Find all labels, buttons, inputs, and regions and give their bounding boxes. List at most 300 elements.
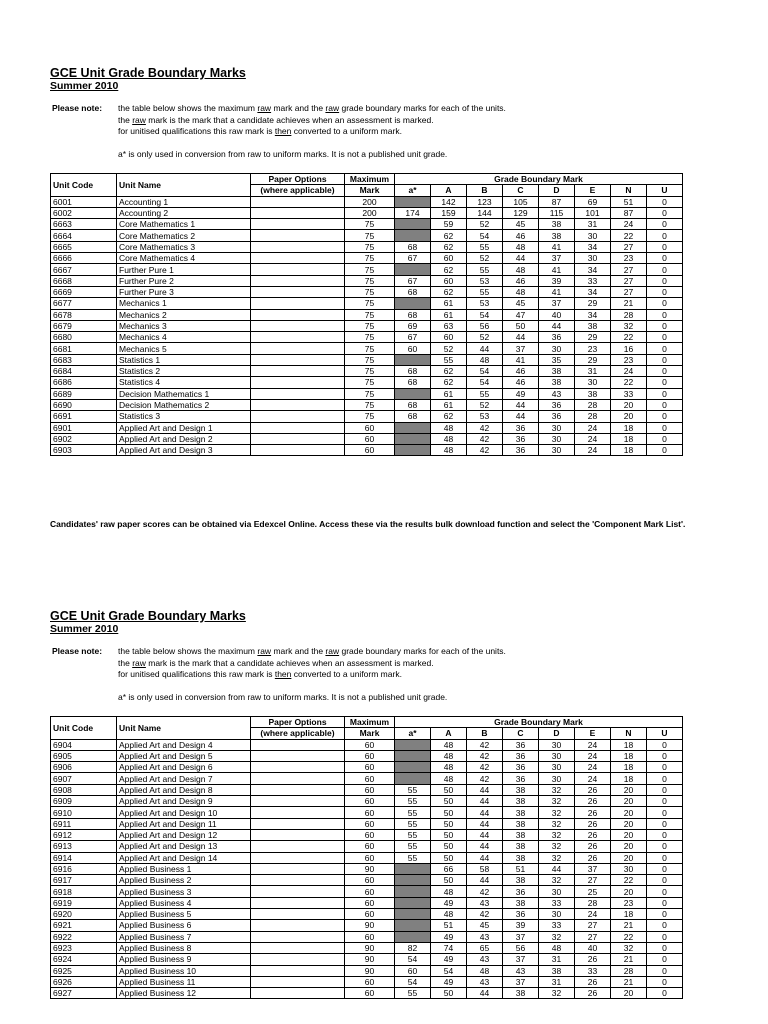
cell-paper-options: [251, 863, 345, 874]
cell-paper-options: [251, 207, 345, 218]
col-unit-name: Unit Name: [117, 174, 251, 197]
cell-grade: 54: [431, 965, 467, 976]
cell-grade: 30: [539, 762, 575, 773]
cell-unit-name: Applied Art and Design 11: [117, 818, 251, 829]
col-grade-a: A: [431, 185, 467, 196]
cell-grade: 44: [503, 332, 539, 343]
cell-unit-code: 6667: [51, 264, 117, 275]
cell-grade-astar: [395, 388, 431, 399]
cell-grade: 24: [575, 433, 611, 444]
cell-grade: 52: [467, 332, 503, 343]
cell-grade: 24: [575, 750, 611, 761]
notes-block-2: [50, 646, 700, 716]
cell-grade: 0: [647, 841, 683, 852]
cell-grade-astar: [395, 875, 431, 886]
cell-grade: 32: [611, 320, 647, 331]
table-row: [51, 230, 683, 241]
cell-max-mark: 60: [345, 976, 395, 987]
cell-grade: 0: [647, 976, 683, 987]
note-astar: a* is only used in conversion from raw to uniform marks. It is not a published unit grade.: [118, 148, 448, 159]
cell-max-mark: 75: [345, 264, 395, 275]
cell-grade: 62: [431, 230, 467, 241]
cell-grade: 28: [611, 965, 647, 976]
cell-unit-name: Core Mathematics 4: [117, 253, 251, 264]
cell-grade: 20: [611, 399, 647, 410]
cell-grade: 59: [431, 219, 467, 230]
cell-paper-options: [251, 253, 345, 264]
page-title: GCE Unit Grade Boundary Marks: [50, 66, 246, 80]
cell-grade: 142: [431, 196, 467, 207]
cell-grade: 22: [611, 377, 647, 388]
cell-grade-astar: [395, 920, 431, 931]
cell-paper-options: [251, 286, 345, 297]
table-row: [51, 309, 683, 320]
table-row: [51, 897, 683, 908]
cell-grade: 30: [539, 445, 575, 456]
table-row: [51, 219, 683, 230]
cell-max-mark: 90: [345, 920, 395, 931]
cell-unit-name: Further Pure 2: [117, 275, 251, 286]
table-row: [51, 196, 683, 207]
cell-grade: 37: [503, 954, 539, 965]
cell-unit-name: Applied Art and Design 13: [117, 841, 251, 852]
cell-grade: 34: [575, 309, 611, 320]
table-row: [51, 909, 683, 920]
cell-paper-options: [251, 988, 345, 999]
cell-paper-options: [251, 976, 345, 987]
cell-grade: 37: [503, 343, 539, 354]
cell-grade: 43: [467, 976, 503, 987]
cell-grade: 36: [503, 422, 539, 433]
cell-paper-options: [251, 196, 345, 207]
cell-grade: 44: [503, 399, 539, 410]
col-grade-c: C: [503, 185, 539, 196]
cell-grade: 62: [431, 377, 467, 388]
cell-unit-code: 6001: [51, 196, 117, 207]
cell-grade: 37: [539, 253, 575, 264]
note-line-2b: the raw mark is the mark that a candidate achieves when an assessment is marked.: [118, 657, 434, 668]
cell-grade: 33: [575, 275, 611, 286]
cell-unit-name: Statistics 2: [117, 366, 251, 377]
cell-paper-options: [251, 343, 345, 354]
cell-unit-code: 6677: [51, 298, 117, 309]
cell-unit-name: Core Mathematics 3: [117, 241, 251, 252]
cell-grade: 32: [611, 942, 647, 953]
cell-grade: 0: [647, 343, 683, 354]
cell-grade: 60: [431, 275, 467, 286]
cell-grade: 44: [467, 807, 503, 818]
cell-grade: 27: [611, 264, 647, 275]
cell-grade: 20: [611, 988, 647, 999]
cell-grade: 20: [611, 818, 647, 829]
cell-grade: 53: [467, 298, 503, 309]
note-astar-2: a* is only used in conversion from raw to uniform marks. It is not a published unit grade.: [118, 691, 448, 702]
cell-grade: 37: [503, 931, 539, 942]
cell-unit-name: Applied Business 2: [117, 875, 251, 886]
cell-unit-code: 6910: [51, 807, 117, 818]
cell-grade: 33: [611, 388, 647, 399]
cell-grade: 42: [467, 750, 503, 761]
cell-grade-astar: 68: [395, 377, 431, 388]
cell-grade: 74: [431, 942, 467, 953]
cell-grade: 22: [611, 931, 647, 942]
cell-grade: 28: [611, 309, 647, 320]
cell-max-mark: 60: [345, 988, 395, 999]
cell-grade: 36: [503, 445, 539, 456]
cell-grade: 22: [611, 875, 647, 886]
candidates-note: Candidates' raw paper scores can be obtained via Edexcel Online. Access these via the results bulk download function and select the 'Component Mark List'.: [50, 519, 686, 529]
cell-grade: 115: [539, 207, 575, 218]
cell-grade: 20: [611, 807, 647, 818]
cell-unit-name: Core Mathematics 1: [117, 219, 251, 230]
cell-grade: 52: [467, 253, 503, 264]
cell-grade: 29: [575, 332, 611, 343]
cell-grade: 48: [431, 773, 467, 784]
cell-grade: 18: [611, 433, 647, 444]
cell-unit-name: Mechanics 5: [117, 343, 251, 354]
cell-unit-name: Applied Art and Design 1: [117, 422, 251, 433]
cell-unit-name: Mechanics 2: [117, 309, 251, 320]
cell-unit-name: Decision Mathematics 1: [117, 388, 251, 399]
cell-grade: 49: [431, 954, 467, 965]
col-grade-e-2: E: [575, 728, 611, 739]
cell-grade: 61: [431, 399, 467, 410]
table-row: [51, 954, 683, 965]
cell-grade: 0: [647, 286, 683, 297]
table-row: [51, 320, 683, 331]
cell-paper-options: [251, 886, 345, 897]
cell-max-mark: 60: [345, 773, 395, 784]
cell-unit-code: 6678: [51, 309, 117, 320]
cell-grade: 30: [539, 422, 575, 433]
cell-max-mark: 60: [345, 818, 395, 829]
cell-grade-astar: 55: [395, 796, 431, 807]
cell-unit-code: 6914: [51, 852, 117, 863]
cell-grade: 46: [503, 230, 539, 241]
cell-grade: 0: [647, 931, 683, 942]
cell-grade: 43: [467, 931, 503, 942]
cell-grade: 38: [503, 875, 539, 886]
cell-unit-name: Applied Business 1: [117, 863, 251, 874]
cell-grade: 0: [647, 275, 683, 286]
table-row: [51, 366, 683, 377]
cell-max-mark: 60: [345, 897, 395, 908]
cell-grade: 43: [467, 954, 503, 965]
table-row: [51, 829, 683, 840]
cell-max-mark: 60: [345, 762, 395, 773]
cell-grade: 20: [611, 411, 647, 422]
table-row: [51, 275, 683, 286]
cell-grade: 30: [575, 377, 611, 388]
cell-unit-name: Decision Mathematics 2: [117, 399, 251, 410]
cell-grade: 27: [611, 286, 647, 297]
table-row: [51, 332, 683, 343]
cell-grade: 32: [539, 796, 575, 807]
table-row: [51, 988, 683, 999]
cell-grade: 0: [647, 241, 683, 252]
page-title-2: GCE Unit Grade Boundary Marks: [50, 609, 246, 623]
cell-grade: 0: [647, 852, 683, 863]
cell-max-mark: 75: [345, 366, 395, 377]
cell-grade: 38: [539, 377, 575, 388]
cell-grade: 58: [467, 863, 503, 874]
cell-grade: 0: [647, 196, 683, 207]
cell-max-mark: 60: [345, 852, 395, 863]
cell-unit-code: 6921: [51, 920, 117, 931]
cell-paper-options: [251, 354, 345, 365]
cell-unit-name: Applied Art and Design 12: [117, 829, 251, 840]
cell-grade: 44: [467, 829, 503, 840]
cell-grade-astar: [395, 863, 431, 874]
table-row: [51, 399, 683, 410]
cell-grade: 38: [575, 320, 611, 331]
cell-grade: 52: [431, 343, 467, 354]
cell-unit-code: 6680: [51, 332, 117, 343]
table-row: [51, 207, 683, 218]
cell-max-mark: 200: [345, 207, 395, 218]
cell-grade: 55: [467, 264, 503, 275]
cell-grade: 24: [575, 739, 611, 750]
cell-grade: 33: [575, 965, 611, 976]
table-row: [51, 264, 683, 275]
cell-paper-options: [251, 931, 345, 942]
cell-grade: 23: [611, 354, 647, 365]
cell-grade: 62: [431, 241, 467, 252]
note-line-2: the raw mark is the mark that a candidate achieves when an assessment is marked.: [118, 114, 434, 125]
col-unit-name-2: Unit Name: [117, 717, 251, 740]
cell-grade: 44: [539, 863, 575, 874]
cell-grade: 32: [539, 784, 575, 795]
cell-grade: 46: [503, 377, 539, 388]
table-row: [51, 784, 683, 795]
cell-unit-code: 6690: [51, 399, 117, 410]
cell-grade: 20: [611, 796, 647, 807]
cell-grade-astar: [395, 909, 431, 920]
cell-grade: 24: [575, 422, 611, 433]
cell-grade: 0: [647, 818, 683, 829]
cell-unit-name: Applied Business 3: [117, 886, 251, 897]
col-grade-b: B: [467, 185, 503, 196]
note-line-3b: for unitised qualifications this raw mark is then converted to a uniform mark.: [118, 669, 402, 679]
cell-grade-astar: 60: [395, 343, 431, 354]
cell-grade: 48: [431, 433, 467, 444]
cell-grade: 55: [467, 388, 503, 399]
cell-grade: 0: [647, 954, 683, 965]
cell-unit-name: Applied Art and Design 8: [117, 784, 251, 795]
cell-grade: 27: [611, 275, 647, 286]
cell-grade: 50: [431, 829, 467, 840]
cell-grade: 0: [647, 253, 683, 264]
cell-max-mark: 75: [345, 320, 395, 331]
cell-unit-name: Applied Art and Design 6: [117, 762, 251, 773]
cell-max-mark: 75: [345, 332, 395, 343]
cell-grade: 48: [431, 750, 467, 761]
cell-grade: 26: [575, 784, 611, 795]
cell-grade-astar: 68: [395, 286, 431, 297]
cell-grade: 18: [611, 762, 647, 773]
cell-unit-code: 6907: [51, 773, 117, 784]
cell-paper-options: [251, 377, 345, 388]
cell-grade: 48: [431, 422, 467, 433]
cell-grade: 22: [611, 230, 647, 241]
cell-grade: 41: [539, 241, 575, 252]
cell-grade: 55: [431, 354, 467, 365]
cell-unit-code: 6926: [51, 976, 117, 987]
cell-grade: 34: [575, 264, 611, 275]
cell-grade: 0: [647, 863, 683, 874]
cell-paper-options: [251, 411, 345, 422]
col-grade-e: E: [575, 185, 611, 196]
cell-paper-options: [251, 230, 345, 241]
cell-max-mark: 75: [345, 343, 395, 354]
cell-grade: 48: [467, 965, 503, 976]
cell-unit-code: 6911: [51, 818, 117, 829]
cell-grade: 0: [647, 298, 683, 309]
cell-grade: 26: [575, 988, 611, 999]
cell-grade: 61: [431, 388, 467, 399]
cell-grade-astar: 68: [395, 399, 431, 410]
cell-unit-name: Applied Art and Design 2: [117, 433, 251, 444]
cell-grade: 50: [431, 807, 467, 818]
cell-grade: 42: [467, 773, 503, 784]
cell-grade: 24: [611, 219, 647, 230]
cell-grade: 54: [467, 366, 503, 377]
cell-grade-astar: [395, 897, 431, 908]
cell-grade: 26: [575, 841, 611, 852]
cell-grade: 0: [647, 445, 683, 456]
cell-paper-options: [251, 320, 345, 331]
cell-unit-code: 6923: [51, 942, 117, 953]
cell-grade: 50: [431, 988, 467, 999]
notes-block: [50, 103, 700, 173]
cell-unit-code: 6901: [51, 422, 117, 433]
col-mark-2: Mark: [345, 728, 395, 739]
cell-grade: 24: [611, 366, 647, 377]
table-row: [51, 852, 683, 863]
cell-max-mark: 60: [345, 909, 395, 920]
notes-label-2: Please note:: [52, 646, 103, 656]
cell-grade: 29: [575, 354, 611, 365]
cell-paper-options: [251, 422, 345, 433]
cell-grade: 62: [431, 411, 467, 422]
cell-paper-options: [251, 829, 345, 840]
cell-unit-name: Applied Art and Design 10: [117, 807, 251, 818]
cell-grade: 30: [539, 909, 575, 920]
note-line-3: for unitised qualifications this raw mark is then converted to a uniform mark.: [118, 126, 402, 136]
cell-grade: 51: [611, 196, 647, 207]
cell-grade: 38: [503, 796, 539, 807]
cell-paper-options: [251, 388, 345, 399]
cell-grade-astar: 68: [395, 366, 431, 377]
cell-grade-astar: 68: [395, 411, 431, 422]
note-line-1: the table below shows the maximum raw mark and the raw grade boundary marks for each of the units.: [118, 103, 506, 113]
cell-grade: 0: [647, 264, 683, 275]
cell-unit-code: 6903: [51, 445, 117, 456]
cell-grade: 21: [611, 920, 647, 931]
cell-unit-name: Mechanics 4: [117, 332, 251, 343]
cell-grade: 101: [575, 207, 611, 218]
col-grade-boundary-2: Grade Boundary Mark: [395, 717, 683, 728]
cell-max-mark: 60: [345, 807, 395, 818]
cell-grade: 51: [431, 920, 467, 931]
cell-unit-code: 6920: [51, 909, 117, 920]
cell-grade: 36: [539, 332, 575, 343]
cell-grade: 43: [503, 965, 539, 976]
cell-grade-astar: 60: [395, 965, 431, 976]
cell-grade: 49: [431, 931, 467, 942]
cell-grade: 40: [575, 942, 611, 953]
cell-grade: 34: [575, 241, 611, 252]
cell-grade-astar: [395, 264, 431, 275]
cell-unit-name: Applied Business 8: [117, 942, 251, 953]
cell-unit-code: 6909: [51, 796, 117, 807]
table-row: [51, 942, 683, 953]
cell-max-mark: 60: [345, 886, 395, 897]
cell-grade: 26: [575, 852, 611, 863]
cell-max-mark: 75: [345, 298, 395, 309]
cell-grade-astar: [395, 230, 431, 241]
cell-grade: 45: [503, 219, 539, 230]
cell-grade: 48: [431, 886, 467, 897]
cell-grade: 44: [467, 784, 503, 795]
cell-unit-code: 6681: [51, 343, 117, 354]
cell-grade: 30: [539, 433, 575, 444]
table-row: [51, 388, 683, 399]
cell-grade: 50: [431, 852, 467, 863]
cell-grade: 43: [539, 388, 575, 399]
cell-grade: 0: [647, 422, 683, 433]
cell-unit-name: Statistics 4: [117, 377, 251, 388]
cell-max-mark: 75: [345, 377, 395, 388]
cell-grade: 30: [539, 343, 575, 354]
table-row: [51, 773, 683, 784]
cell-grade: 38: [503, 852, 539, 863]
cell-paper-options: [251, 852, 345, 863]
cell-grade: 39: [539, 275, 575, 286]
cell-grade: 38: [539, 230, 575, 241]
cell-grade: 38: [539, 965, 575, 976]
cell-grade: 20: [611, 829, 647, 840]
cell-paper-options: [251, 433, 345, 444]
cell-grade: 36: [539, 399, 575, 410]
cell-paper-options: [251, 784, 345, 795]
cell-unit-name: Mechanics 1: [117, 298, 251, 309]
cell-grade-astar: [395, 354, 431, 365]
cell-grade: 50: [431, 841, 467, 852]
cell-grade: 26: [575, 818, 611, 829]
cell-grade: 0: [647, 773, 683, 784]
cell-max-mark: 75: [345, 411, 395, 422]
cell-unit-code: 6917: [51, 875, 117, 886]
cell-unit-name: Core Mathematics 2: [117, 230, 251, 241]
cell-paper-options: [251, 366, 345, 377]
col-paper-options: Paper Options: [251, 174, 345, 185]
cell-grade-astar: [395, 773, 431, 784]
cell-grade: 37: [575, 863, 611, 874]
table-row: [51, 965, 683, 976]
table-row: [51, 976, 683, 987]
cell-grade: 18: [611, 909, 647, 920]
table-row: [51, 422, 683, 433]
cell-grade: 33: [539, 897, 575, 908]
cell-grade: 42: [467, 909, 503, 920]
cell-max-mark: 60: [345, 931, 395, 942]
grade-table-2: [50, 716, 683, 999]
cell-grade: 31: [539, 976, 575, 987]
cell-unit-name: Accounting 1: [117, 196, 251, 207]
cell-grade: 48: [431, 739, 467, 750]
cell-grade: 31: [575, 366, 611, 377]
